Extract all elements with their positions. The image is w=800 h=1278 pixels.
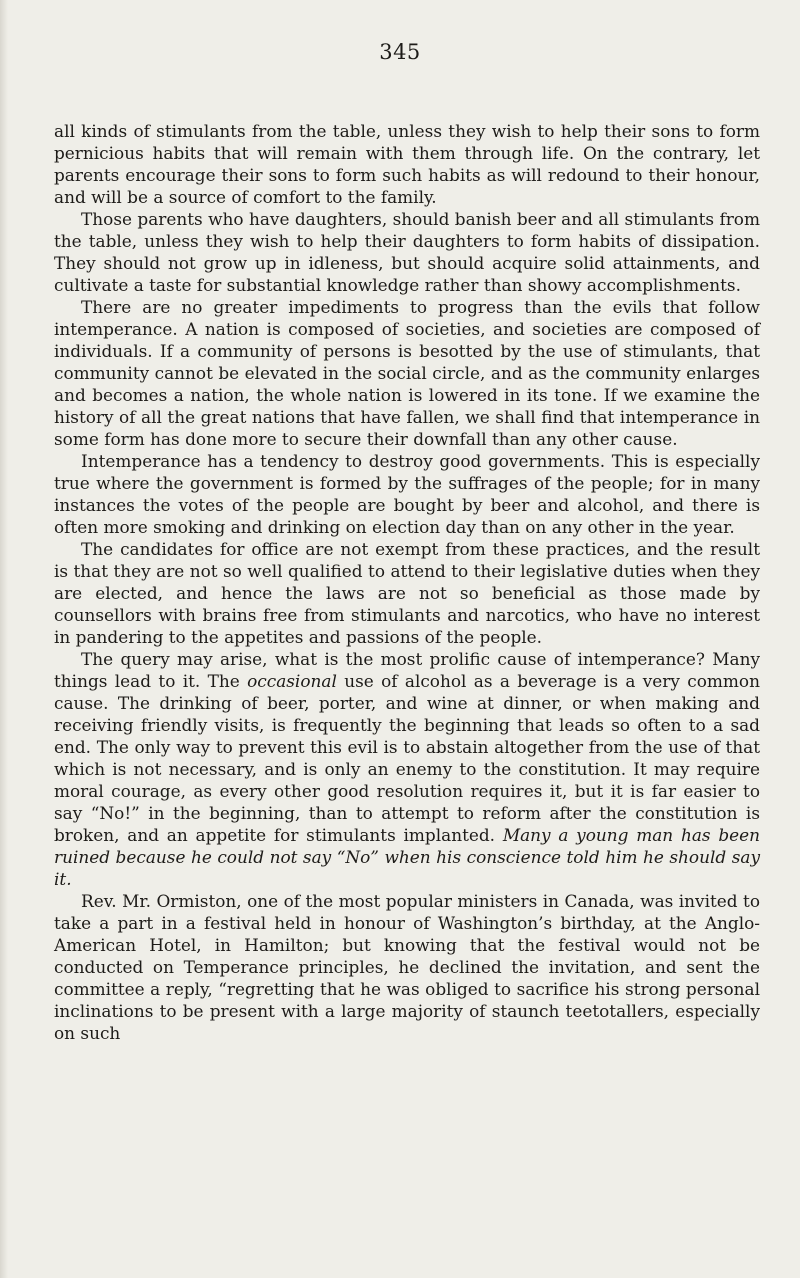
text-run: The candidates for office are not exempt from these practices, and the result is that they are not so well qualified to attend to their legislative duties when they are elected, and hence the laws are not so beneficial as those made by counsellors with brains free from stimulants and narcotics, who have no interest in pandering to the appetites and passions of the people. <box>54 539 760 647</box>
page-edge-shadow <box>0 0 8 1278</box>
text-run: The query may arise, what is the most prolific cause of intemperance? Many things lead to it. The <box>54 649 760 691</box>
paragraph <box>54 890 760 1044</box>
paragraph <box>54 450 760 538</box>
italic-text: Many a young man has been ruined because he could not say “No” when his conscience told him he should say it. <box>54 825 760 889</box>
text-run: use of alcohol as a beverage is a very common cause. The drinking of beer, porter, and wine at dinner, or when making and receiving friendly visits, is frequently the beginning that leads so often to a sad end. The only way to prevent this evil is to abstain altogether from the use of that which is not necessary, and is only an enemy to the constitution. It may require moral courage, as every other good resolution requires it, but it is far easier to say “No!” in the beginning, than to attempt to reform after the constitution is broken, and an appetite for stimulants implanted. <box>54 671 760 845</box>
text-run: Those parents who have daughters, should banish beer and all stimulants from the table, unless they wish to help their daughters to form habits of dissipation. They should not grow up in idleness, but should acquire solid attainments, and cultivate a taste for substantial knowledge rather than showy accomplishments. <box>54 209 760 295</box>
paragraph <box>54 120 760 208</box>
paragraph <box>54 538 760 648</box>
italic-text: occasional <box>247 671 337 691</box>
paragraph <box>54 208 760 296</box>
body-text <box>54 120 760 1044</box>
text-run: There are no greater impediments to progress than the evils that follow intemperance. A nation is composed of societies, and societies are composed of individuals. If a community of persons is besotted by the use of stimulants, that community cannot be elevated in the social circle, and as the community enlarges and becomes a nation, the whole nation is lowered in its tone. If we examine the history of all the great nations that have fallen, we shall find that intemperance in some form has done more to secure their downfall than any other cause. <box>54 297 760 449</box>
text-run: Intemperance has a tendency to destroy good governments. This is especially true where the government is formed by the suffrages of the people; for in many instances the votes of the people are bought by beer and alcohol, and there is often more smoking and drinking on election day than on any other in the year. <box>54 451 760 537</box>
text-run: all kinds of stimulants from the table, unless they wish to help their sons to form pernicious habits that will remain with them through life. On the contrary, let parents encourage their sons to form such habits as will redound to their honour, and will be a source of comfort to the family. <box>54 121 760 207</box>
text-run: Rev. Mr. Ormiston, one of the most popular ministers in Canada, was invited to take a part in a festival held in honour of Washington’s birthday, at the Anglo-American Hotel, in Hamilton; but knowing that the festival would not be conducted on Temperance principles, he declined the invitation, and sent the committee a reply, “regretting that he was obliged to sacrifice his strong personal inclinations to be present with a large majority of staunch teetotallers, especially on such <box>54 891 760 1043</box>
paragraph <box>54 648 760 890</box>
page-number: 345 <box>379 40 421 64</box>
paragraph <box>54 296 760 450</box>
